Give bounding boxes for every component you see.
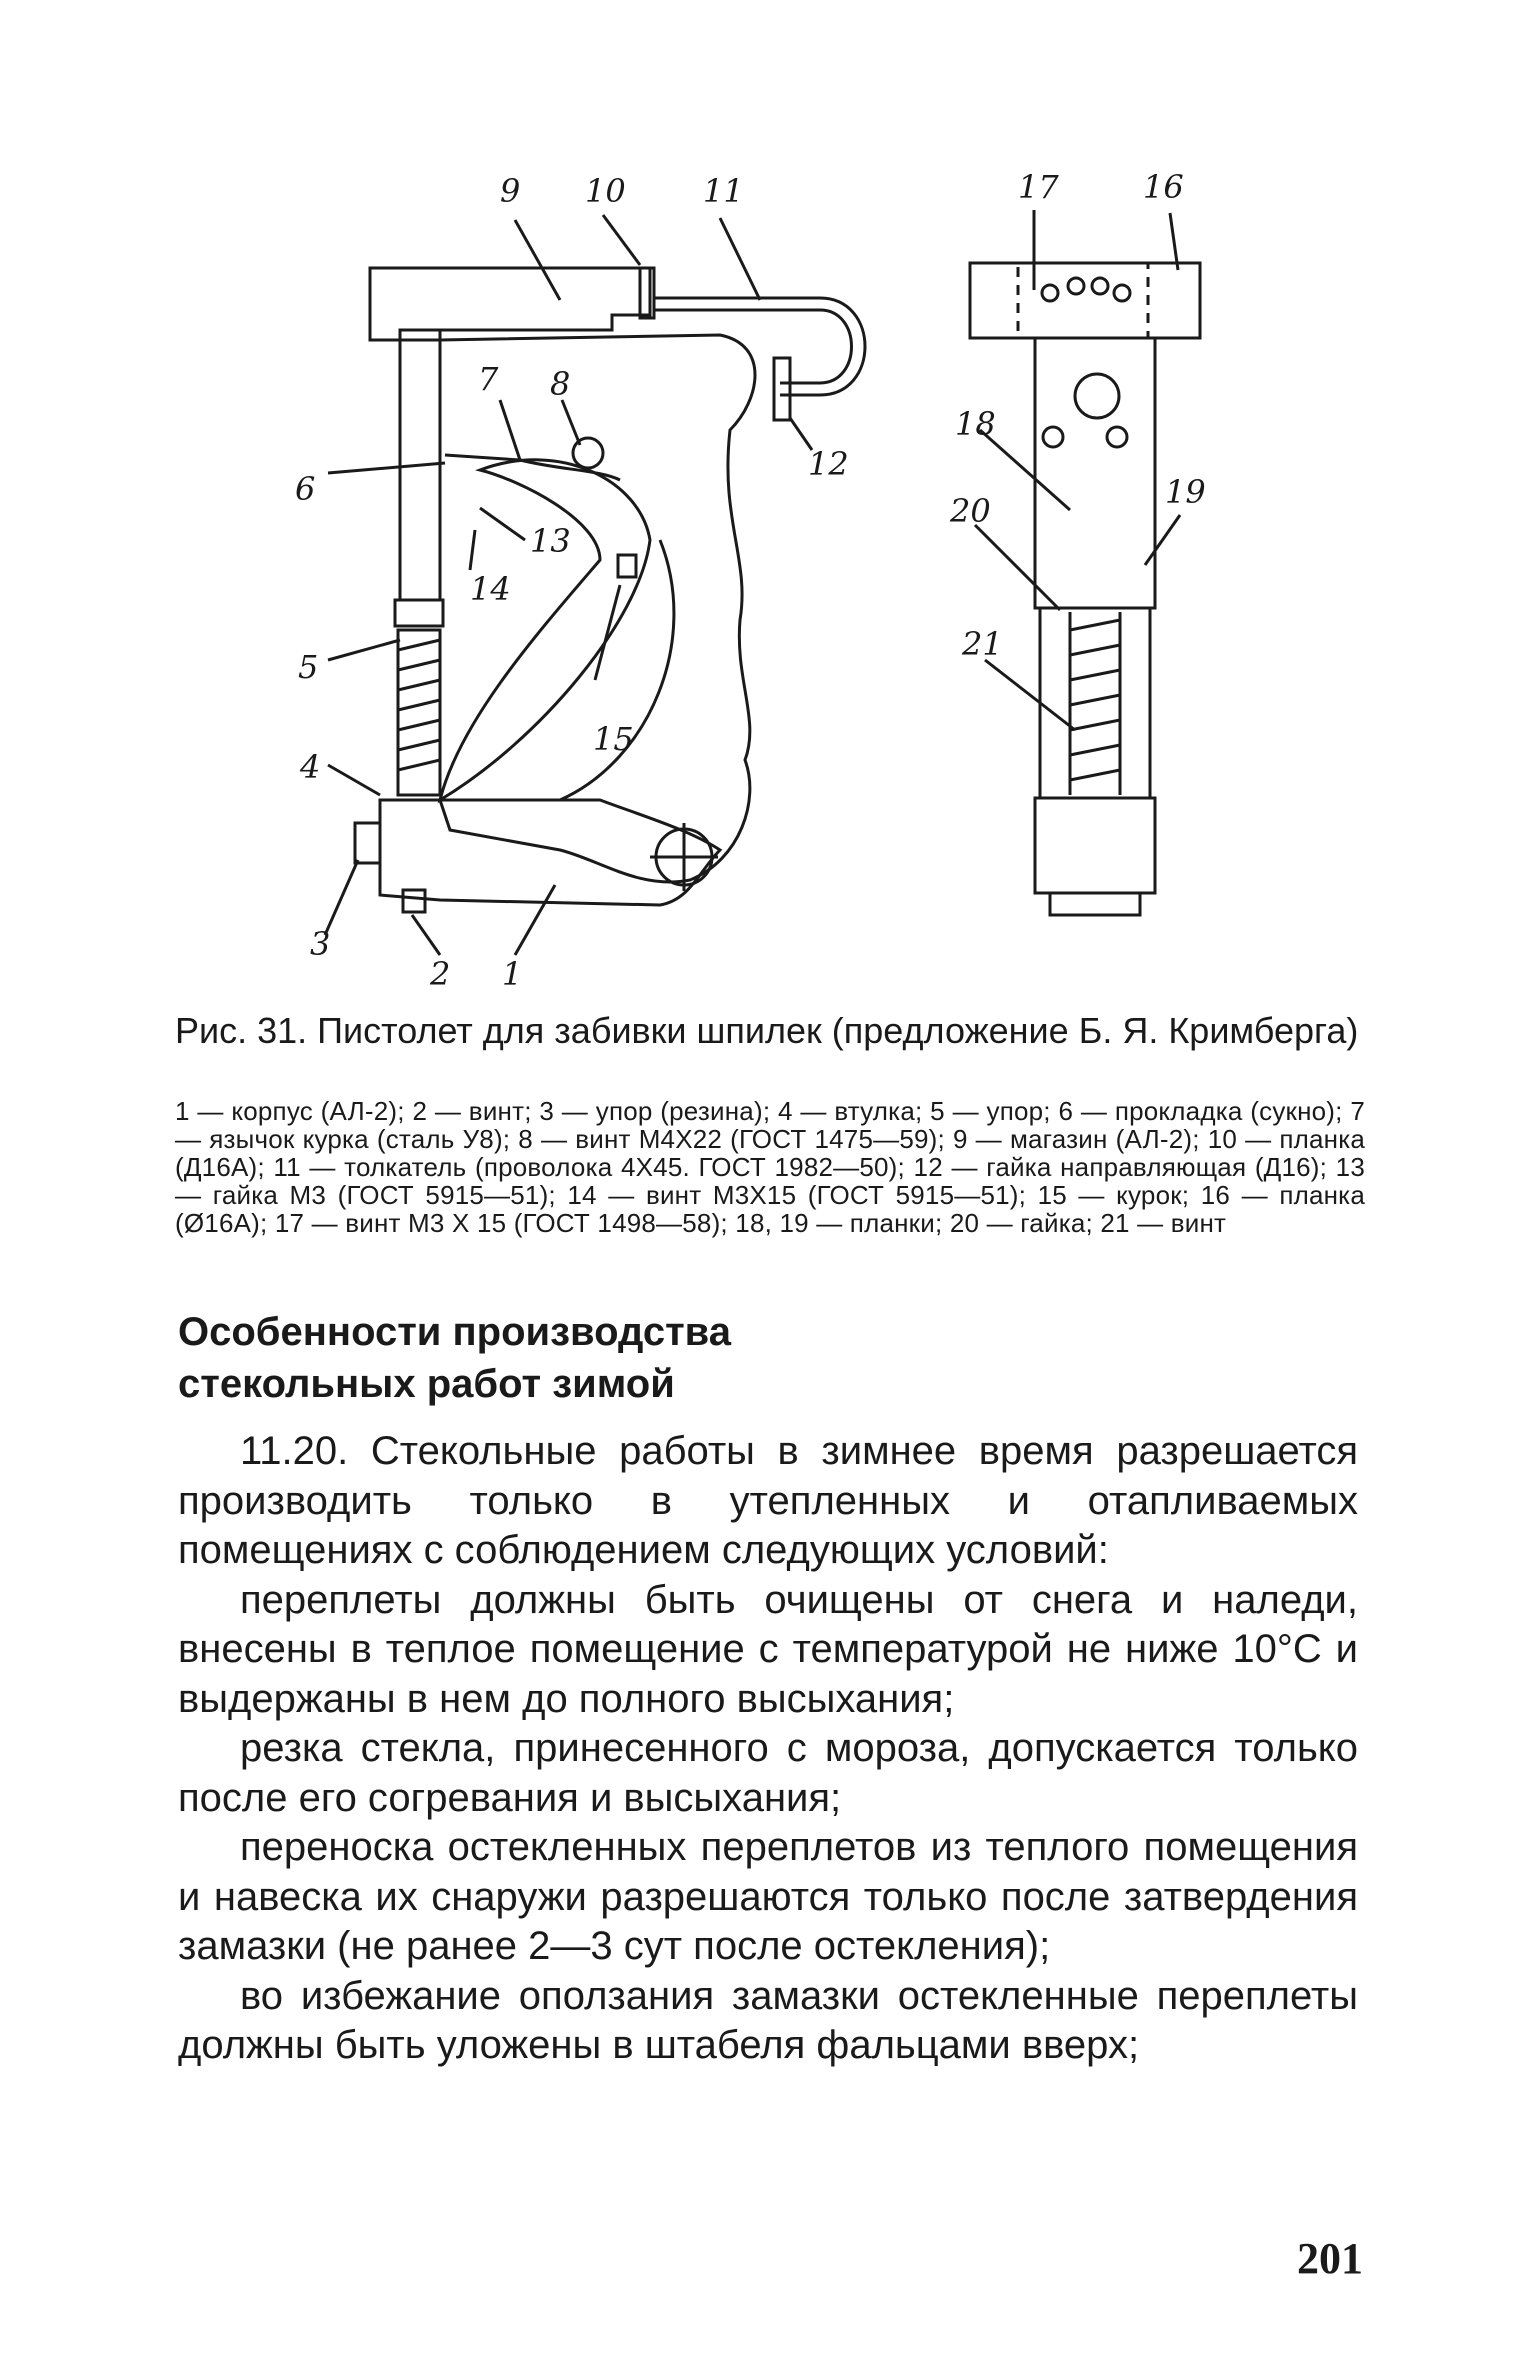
label-15: 15	[593, 720, 634, 758]
label-20: 20	[950, 492, 991, 530]
label-13: 13	[530, 522, 571, 560]
label-18: 18	[955, 405, 996, 443]
plate-top	[970, 263, 1200, 338]
label-5: 5	[298, 648, 319, 686]
label-21: 21	[962, 625, 1003, 663]
side-spring-case	[1040, 608, 1150, 798]
plate	[640, 268, 654, 318]
condition-transport: переноска остекленных переплетов из теплого помещения и навеска их снаружи разрешаются только после затвердения замазки (не ранее 2—3 сут после остекления);	[178, 1825, 1358, 1968]
spring	[398, 630, 440, 795]
heading-line-1: Особенности производства	[178, 1310, 731, 1354]
guide-nut	[774, 358, 790, 420]
figure-legend	[175, 1097, 1365, 1237]
page-number: 201	[1297, 2234, 1363, 2283]
section-heading	[178, 1306, 1078, 1410]
label-10: 10	[585, 172, 626, 210]
label-11: 11	[703, 172, 744, 210]
label-17: 17	[1018, 168, 1059, 206]
label-16: 16	[1143, 168, 1184, 206]
label-9: 9	[500, 172, 521, 210]
figure-caption: Рис. 31. Пистолет для забивки шпилек (предложение Б. Я. Кримберга)	[175, 1010, 1359, 1051]
body-text	[178, 1427, 1358, 2071]
stud-gun-drawing	[0, 0, 1535, 1000]
condition-stacking: во избежание оползания замазки остекленные переплеты должны быть уложены в штабеля фальцами вверх;	[178, 1973, 1358, 2067]
paragraph-11-20: 11.20. Стекольные работы в зимнее время разрешается производить только в утепленных и отапливаемых помещениях с соблюдением следующих условий:	[178, 1429, 1358, 1572]
label-8: 8	[550, 365, 571, 403]
label-19: 19	[1165, 473, 1206, 511]
label-4: 4	[300, 748, 321, 786]
legend-text: 1 — корпус (АЛ-2); 2 — винт; 3 — упор (резина); 4 — втулка; 5 — упор; 6 — прокладка (сукно); 7 — язычок курка (сталь У8); 8 — винт М4Х22 (ГОСТ 1475—59); 9 — магазин (АЛ-2); 10 — планка (Д16А); 11 — толкатель (проволока 4Х45. ГОСТ 1982—50); 12 — гайка направляющая (Д16); 13 — гайка М3 (ГОСТ 5915—51); 14 — винт М3Х15 (ГОСТ 5915—51); 15 — курок; 16 — планка (Ø16А); 17 — винт М3 Х 15 (ГОСТ 1498—58); 18, 19 — планки; 20 — гайка; 21 — винт	[175, 1096, 1365, 1238]
condition-frames: переплеты должны быть очищены от снега и наледи, внесены в теплое помещение с температурой не ниже 10°С и выдержаны в нем до полного высыхания;	[178, 1577, 1358, 1721]
label-7: 7	[478, 360, 499, 398]
side-base	[1035, 798, 1155, 893]
label-14: 14	[470, 570, 511, 608]
label-2: 2	[430, 955, 451, 993]
base	[380, 800, 720, 905]
label-12: 12	[808, 445, 849, 483]
label-1: 1	[502, 955, 523, 993]
label-3: 3	[310, 925, 331, 963]
label-6: 6	[295, 470, 316, 508]
side-planks	[1035, 338, 1155, 608]
condition-cutting: резка стекла, принесенного с мороза, допускается только после его согревания и высыхания;	[178, 1726, 1358, 1820]
heading-line-2: стекольных работ зимой	[178, 1362, 675, 1406]
